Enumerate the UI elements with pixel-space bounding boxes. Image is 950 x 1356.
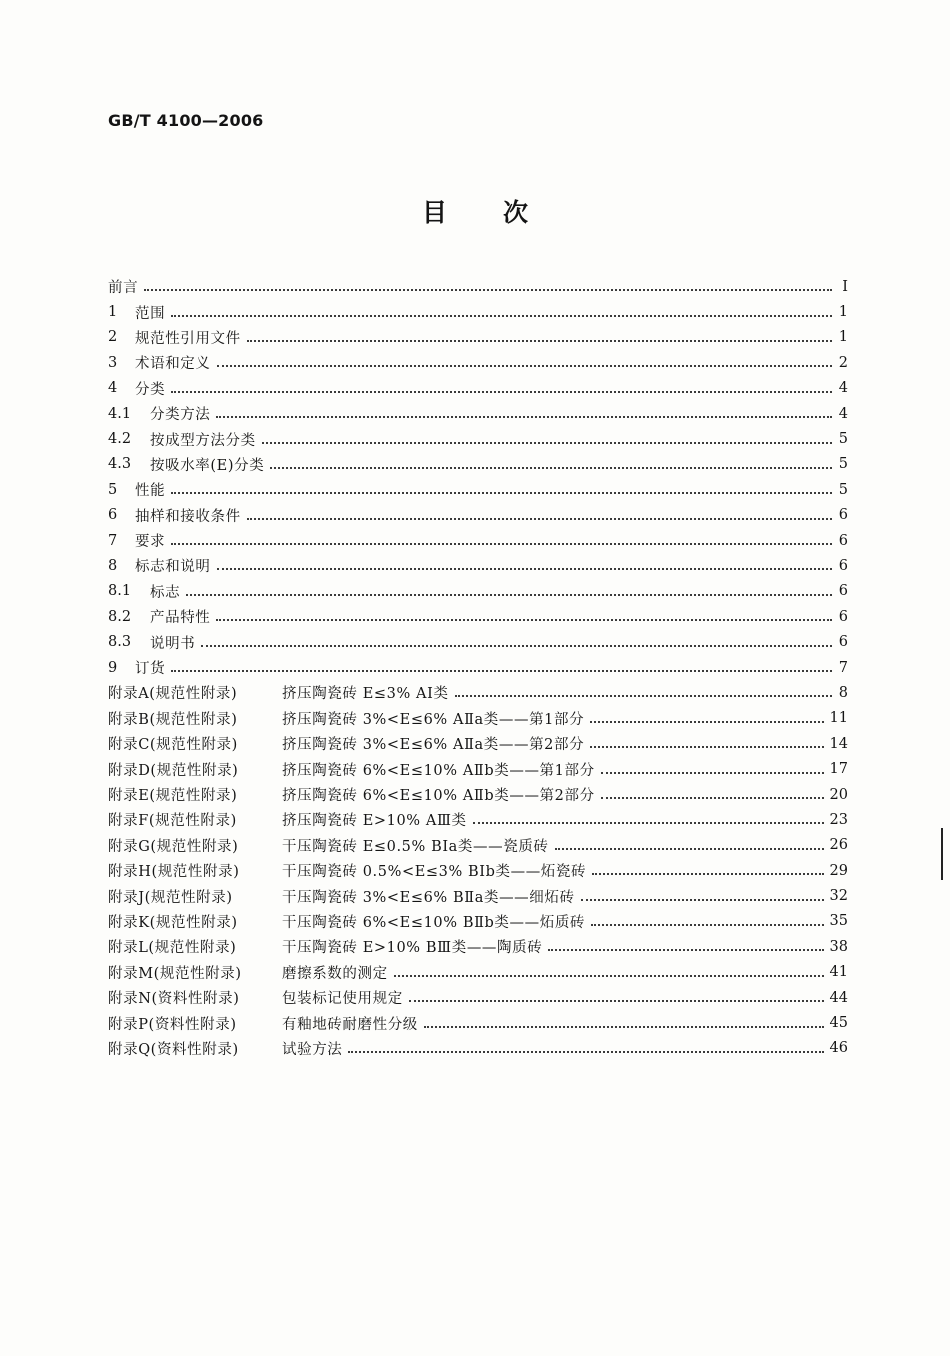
dot-leader	[270, 466, 832, 469]
toc-entry-number: 8.3	[108, 634, 132, 651]
toc-entry-page: 29	[829, 862, 848, 879]
toc-entry-label: 术语和定义	[135, 356, 211, 373]
toc-entry-label: 性能	[135, 483, 166, 500]
dot-leader	[247, 517, 832, 520]
toc-entry-page: 35	[829, 913, 848, 930]
toc-entry-label: 磨擦系数的测定	[282, 965, 388, 982]
dot-leader	[348, 1050, 823, 1053]
toc-entry-label: 干压陶瓷砖 0.5%<E≤3% BⅠb类——炻瓷砖	[282, 864, 587, 881]
toc-entry-page: 6	[838, 634, 848, 651]
toc-entry-page: Ⅰ	[842, 278, 848, 295]
toc-entry-label: 干压陶瓷砖 6%<E≤10% BⅡb类——炻质砖	[282, 914, 586, 931]
dot-leader	[171, 491, 832, 494]
dot-leader	[601, 796, 824, 799]
toc-entry-number: 附录B(规范性附录)	[108, 711, 238, 728]
toc-entry[interactable]	[108, 833, 848, 858]
toc-entry-page: 20	[829, 786, 848, 803]
scan-edge-mark	[941, 828, 943, 880]
toc-entry-number: 附录H(规范性附录)	[108, 864, 240, 881]
dot-leader	[394, 974, 824, 977]
toc-entry-page: 6	[838, 608, 848, 625]
toc-entry-page: 32	[829, 888, 848, 905]
toc-entry-label: 按吸水率(E)分类	[150, 457, 265, 474]
page-title	[0, 193, 950, 229]
table-of-contents	[108, 274, 848, 1061]
toc-entry-number: 4.1	[108, 405, 132, 422]
toc-entry[interactable]	[108, 452, 848, 477]
dot-leader	[590, 720, 823, 723]
dot-leader	[247, 339, 832, 342]
dot-leader	[409, 999, 824, 1002]
dot-leader	[262, 441, 832, 444]
dot-leader	[591, 923, 824, 926]
toc-entry-page: 44	[829, 989, 848, 1006]
toc-entry[interactable]	[108, 376, 848, 401]
toc-entry-page: 5	[838, 481, 848, 498]
toc-entry-label: 挤压陶瓷砖 3%<E≤6% AⅡa类——第1部分	[282, 711, 585, 728]
title-char-1: 目	[421, 198, 447, 227]
toc-entry[interactable]	[108, 579, 848, 604]
dot-leader	[171, 669, 832, 672]
toc-entry-page: 6	[838, 583, 848, 600]
dot-leader	[144, 288, 832, 291]
toc-entry-label: 挤压陶瓷砖 E≤3% AⅠ类	[282, 686, 449, 703]
toc-entry-number: 附录E(规范性附录)	[108, 788, 238, 804]
dot-leader	[216, 618, 832, 621]
toc-entry[interactable]	[108, 934, 848, 959]
toc-entry-number: 4.3	[108, 456, 132, 473]
toc-entry-label: 干压陶瓷砖 E>10% BⅢ类——陶质砖	[282, 940, 543, 957]
toc-entry-number: 附录G(规范性附录)	[108, 838, 239, 855]
toc-entry[interactable]	[108, 680, 848, 705]
toc-entry-number: 附录L(规范性附录)	[108, 940, 237, 957]
toc-entry-number: 7	[108, 532, 118, 549]
toc-entry-label: 分类	[135, 381, 166, 398]
toc-entry-label: 有釉地砖耐磨性分级	[282, 1016, 418, 1033]
toc-entry[interactable]	[108, 1036, 848, 1061]
toc-entry-number: 附录C(规范性附录)	[108, 737, 238, 754]
toc-entry-number: 3	[108, 354, 118, 371]
toc-entry-label: 挤压陶瓷砖 6%<E≤10% AⅡb类——第1部分	[282, 762, 595, 779]
toc-entry-label: 包装标记使用规定	[282, 991, 403, 1008]
toc-entry-number: 附录N(资料性附录)	[108, 991, 240, 1008]
toc-entry-label: 试验方法	[282, 1041, 343, 1058]
dot-leader	[186, 593, 832, 596]
dot-leader	[171, 390, 832, 393]
toc-entry-page: 38	[829, 938, 848, 955]
dot-leader	[601, 771, 824, 774]
dot-leader	[217, 364, 833, 367]
toc-entry[interactable]	[108, 401, 848, 426]
toc-entry-page: 1	[838, 304, 848, 321]
dot-leader	[592, 872, 823, 875]
toc-entry-page: 4	[838, 380, 848, 397]
toc-entry[interactable]	[108, 782, 848, 807]
toc-entry-page: 7	[838, 659, 848, 676]
toc-entry-number: 6	[108, 507, 118, 524]
toc-entry[interactable]	[108, 350, 848, 375]
toc-entry[interactable]	[108, 477, 848, 502]
toc-entry-page: 17	[829, 761, 848, 778]
toc-entry-number: 附录J(规范性附录)	[108, 889, 233, 906]
toc-entry-number: 4.2	[108, 431, 132, 448]
toc-entry-page: 8	[838, 684, 848, 701]
toc-entry[interactable]	[108, 1010, 848, 1035]
toc-entry-label: 干压陶瓷砖 E≤0.5% BⅠa类——瓷质砖	[282, 838, 549, 855]
toc-entry[interactable]	[108, 629, 848, 654]
dot-leader	[217, 567, 833, 570]
toc-entry-page: 6	[838, 507, 848, 524]
standard-number: GB/T 4100—2006	[108, 111, 264, 130]
toc-entry-page: 46	[829, 1040, 848, 1057]
toc-entry-number: 8	[108, 557, 118, 574]
toc-entry-number: 4	[108, 380, 118, 397]
toc-entry[interactable]	[108, 807, 848, 832]
toc-entry-label: 说明书	[150, 635, 196, 652]
title-char-2: 次	[503, 198, 529, 227]
toc-entry-number: 附录F(规范性附录)	[108, 813, 237, 830]
toc-entry-number: 附录P(资料性附录)	[108, 1016, 237, 1033]
toc-entry-label: 抽样和接收条件	[135, 508, 241, 525]
toc-entry-number: 1	[108, 304, 118, 321]
toc-entry-page: 6	[838, 532, 848, 549]
toc-entry-label: 按成型方法分类	[150, 432, 256, 449]
toc-entry-label: 产品特性	[150, 610, 211, 627]
dot-leader	[555, 847, 824, 850]
toc-entry[interactable]	[108, 604, 848, 629]
toc-entry[interactable]	[108, 706, 848, 731]
toc-entry-number: 附录A(规范性附录)	[108, 686, 238, 703]
toc-entry-number: 9	[108, 659, 118, 676]
toc-entry-number: 附录M(规范性附录)	[108, 965, 242, 982]
toc-entry-page: 41	[829, 964, 848, 981]
toc-entry-label: 规范性引用文件	[135, 330, 241, 347]
dot-leader	[171, 542, 832, 545]
toc-entry-label: 标志和说明	[135, 559, 211, 576]
dot-leader	[548, 948, 823, 951]
toc-entry-label: 挤压陶瓷砖 3%<E≤6% AⅡa类——第2部分	[282, 737, 585, 754]
toc-entry[interactable]	[108, 274, 848, 299]
toc-entry[interactable]	[108, 325, 848, 350]
toc-entry[interactable]	[108, 503, 848, 528]
dot-leader	[424, 1025, 824, 1028]
toc-entry-label: 挤压陶瓷砖 E>10% AⅢ类	[282, 813, 467, 830]
toc-entry-label: 范围	[135, 305, 166, 322]
toc-entry-label: 干压陶瓷砖 3%<E≤6% BⅡa类——细炻砖	[282, 889, 575, 906]
dot-leader	[473, 821, 824, 824]
dot-leader	[171, 314, 832, 317]
dot-leader	[590, 745, 823, 748]
toc-entry-number: 2	[108, 329, 118, 346]
toc-entry-page: 11	[829, 710, 848, 727]
toc-entry[interactable]	[108, 756, 848, 781]
dot-leader	[581, 898, 824, 901]
toc-entry-page: 2	[838, 354, 848, 371]
dot-leader	[455, 694, 832, 697]
toc-entry[interactable]	[108, 909, 848, 934]
toc-entry-number: 8.2	[108, 608, 132, 625]
toc-entry-page: 1	[838, 329, 848, 346]
toc-entry-label: 挤压陶瓷砖 6%<E≤10% AⅡb类——第2部分	[282, 788, 595, 804]
dot-leader	[201, 644, 832, 647]
toc-entry-number: 8.1	[108, 583, 132, 600]
toc-entry-label: 分类方法	[150, 407, 211, 424]
toc-entry-page: 14	[829, 735, 848, 752]
toc-entry[interactable]	[108, 858, 848, 883]
toc-entry[interactable]	[108, 528, 848, 553]
toc-entry-label: 要求	[135, 534, 166, 551]
toc-entry[interactable]	[108, 883, 848, 908]
toc-entry-number: 附录D(规范性附录)	[108, 762, 239, 779]
toc-entry[interactable]	[108, 655, 848, 680]
toc-entry-number: 附录Q(资料性附录)	[108, 1041, 239, 1058]
toc-entry-label: 前言	[108, 280, 139, 297]
toc-entry-page: 23	[829, 811, 848, 828]
toc-entry[interactable]	[108, 299, 848, 324]
toc-entry[interactable]	[108, 985, 848, 1010]
dot-leader	[216, 415, 832, 418]
toc-entry[interactable]	[108, 553, 848, 578]
toc-entry-number: 附录K(规范性附录)	[108, 914, 238, 931]
toc-entry[interactable]	[108, 731, 848, 756]
toc-entry[interactable]	[108, 426, 848, 451]
toc-entry-label: 标志	[150, 584, 181, 601]
toc-entry-page: 4	[838, 405, 848, 422]
toc-entry[interactable]	[108, 960, 848, 985]
toc-entry-page: 45	[829, 1015, 848, 1032]
toc-entry-number: 5	[108, 481, 118, 498]
toc-entry-page: 6	[838, 557, 848, 574]
toc-entry-label: 订货	[135, 661, 166, 678]
toc-entry-page: 26	[829, 837, 848, 854]
toc-entry-page: 5	[838, 456, 848, 473]
toc-entry-page: 5	[838, 431, 848, 448]
